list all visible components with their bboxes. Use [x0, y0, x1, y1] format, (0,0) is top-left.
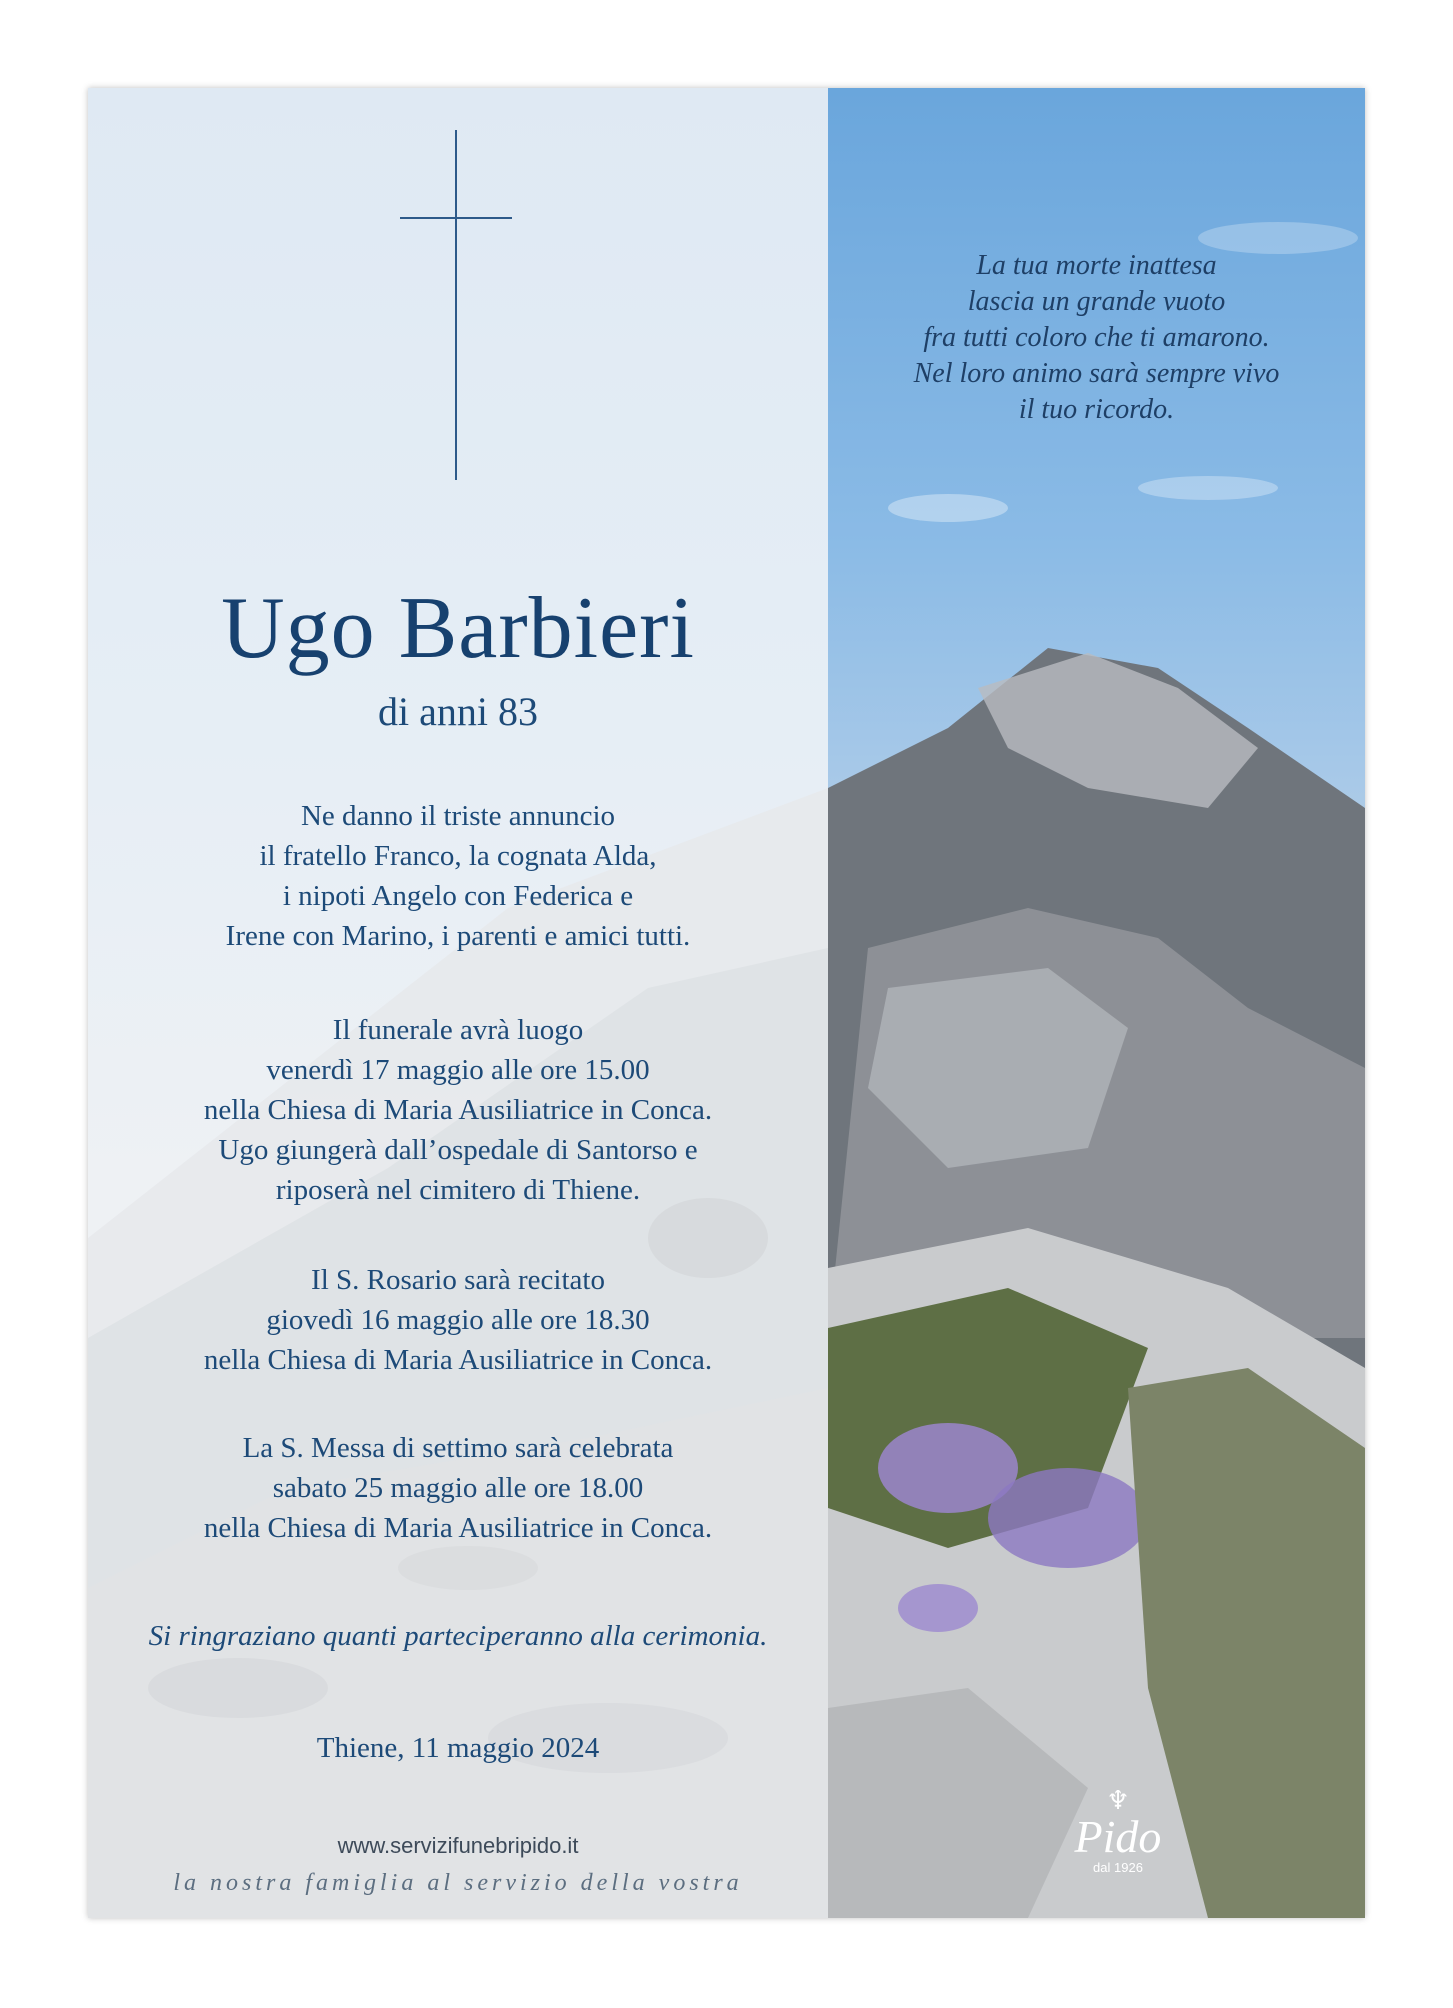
rosary-block: [88, 1260, 828, 1380]
rosary-line: Il S. Rosario sarà recitato: [311, 1264, 605, 1296]
announcement-block: [88, 796, 828, 956]
mass-block: [88, 1428, 828, 1548]
deceased-age: di anni 83: [378, 689, 538, 734]
poem-line: La tua morte inattesa: [976, 250, 1217, 281]
funeral-home-logo: [1048, 1788, 1188, 1898]
mass-line: nella Chiesa di Maria Ausiliatrice in Conca.: [203, 1512, 713, 1544]
poem-line: il tuo ricordo.: [1018, 394, 1175, 425]
funeral-line: venerdì 17 maggio alle ore 15.00: [266, 1054, 650, 1086]
announcement-line: i nipoti Angelo con Federica e: [282, 880, 634, 912]
funeral-line: Il funerale avrà luogo: [332, 1014, 584, 1046]
funeral-block: [88, 1010, 828, 1210]
place-date: Thiene, 11 maggio 2024: [316, 1732, 600, 1764]
funeral-line: Ugo giungerà dall’ospedale di Santorso e: [218, 1134, 698, 1166]
torch-icon: ♆: [1106, 1786, 1130, 1815]
funeral-line: nella Chiesa di Maria Ausiliatrice in Conca.: [203, 1094, 713, 1126]
announcement-line: Irene con Marino, i parenti e amici tutti.: [225, 920, 691, 952]
rosary-line: nella Chiesa di Maria Ausiliatrice in Conca.: [203, 1344, 713, 1376]
mass-line: La S. Messa di settimo sarà celebrata: [242, 1432, 674, 1464]
announcement-line: il fratello Franco, la cognata Alda,: [259, 840, 657, 872]
thanks-text: Si ringraziano quanti parteciperanno alla cerimonia.: [148, 1620, 768, 1652]
logo-since: dal 1926: [1093, 1860, 1143, 1875]
poem-line: lascia un grande vuoto: [967, 286, 1226, 317]
rosary-line: giovedì 16 maggio alle ore 18.30: [266, 1304, 650, 1336]
logo-name: Pido: [1074, 1811, 1162, 1862]
deceased-name: Ugo Barbieri: [221, 580, 695, 677]
poem-line: fra tutti coloro che ti amarono.: [923, 322, 1270, 353]
poem: [828, 248, 1365, 428]
funeral-line: riposerà nel cimitero di Thiene.: [275, 1174, 641, 1206]
mass-line: sabato 25 maggio alle ore 18.00: [272, 1472, 644, 1504]
poem-line: Nel loro animo sarà sempre vivo: [913, 358, 1280, 389]
motto-text: la nostra famiglia al servizio della vostra: [173, 1870, 743, 1896]
announcement-line: Ne danno il triste annuncio: [300, 800, 616, 832]
right-photo-panel: [828, 88, 1365, 1918]
cross-icon: [88, 88, 828, 488]
obituary-notice: [88, 88, 1365, 1918]
website-link[interactable]: www.servizifunebripido.it: [337, 1833, 579, 1858]
left-panel: [88, 88, 828, 1918]
